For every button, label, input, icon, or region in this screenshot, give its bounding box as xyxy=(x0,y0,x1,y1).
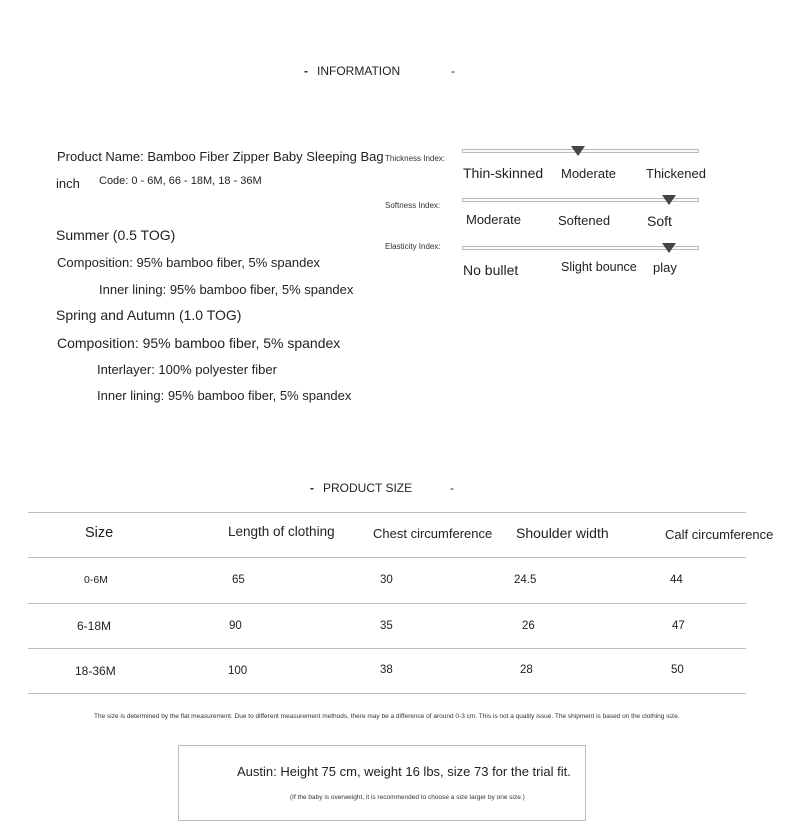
thickness-option-moderate: Moderate xyxy=(561,166,616,181)
product-size-heading xyxy=(310,481,412,495)
table-rule-header xyxy=(28,557,746,558)
cell-shoulder: 24.5 xyxy=(514,574,537,586)
cell-chest: 38 xyxy=(380,664,393,676)
header-size: Size xyxy=(85,525,114,541)
cell-chest: 35 xyxy=(380,620,393,632)
information-title: INFORMATION xyxy=(317,64,401,78)
header-calf: Calf circumference xyxy=(665,527,774,542)
header-length: Length of clothing xyxy=(228,524,335,539)
trial-fit-box xyxy=(178,745,586,821)
product-size-title: PRODUCT SIZE xyxy=(323,481,413,495)
table-rule-row2 xyxy=(28,648,746,649)
thickness-option-thin: Thin-skinned xyxy=(463,165,544,181)
cell-length: 100 xyxy=(228,665,248,677)
spring-autumn-composition: Composition: 95% bamboo fiber, 5% spandex xyxy=(57,335,341,351)
cell-size: 6-18M xyxy=(77,619,112,633)
cell-chest: 30 xyxy=(380,574,393,586)
elasticity-option-slight-bounce: Slight bounce xyxy=(561,260,637,274)
thickness-option-thickened: Thickened xyxy=(646,166,706,181)
unit-label: inch xyxy=(56,176,80,191)
softness-index-marker xyxy=(662,195,676,205)
spring-autumn-title: Spring and Autumn (1.0 TOG) xyxy=(56,307,242,323)
table-rule-top xyxy=(28,512,746,513)
information-heading xyxy=(304,64,400,78)
cell-length: 90 xyxy=(229,620,242,632)
elasticity-option-play: play xyxy=(653,260,677,275)
size-note: The size is determined by the flat measurement. Due to different measurement methods, there may be a difference of around 0-3 cm. This is not a quality issue. The shipment is based on the clothing size. xyxy=(94,713,680,720)
size-code: Code: 0 - 6M, 66 - 18M, 18 - 36M xyxy=(99,175,262,187)
header-shoulder: Shoulder width xyxy=(516,525,609,541)
cell-size: 0-6M xyxy=(84,574,108,586)
summer-inner-lining: Inner lining: 95% bamboo fiber, 5% spandex xyxy=(99,282,354,297)
cell-calf: 50 xyxy=(671,664,684,676)
summer-title: Summer (0.5 TOG) xyxy=(56,227,176,243)
softness-option-soft: Soft xyxy=(647,213,672,229)
spring-autumn-inner-lining: Inner lining: 95% bamboo fiber, 5% spandex xyxy=(97,388,352,403)
softness-option-moderate: Moderate xyxy=(466,212,521,227)
cell-shoulder: 28 xyxy=(520,664,533,676)
table-rule-bottom xyxy=(28,693,746,694)
spring-autumn-interlayer: Interlayer: 100% polyester fiber xyxy=(97,362,277,377)
size-heading-dash-left: - xyxy=(310,481,314,495)
trial-fit-note: (If the baby is overweight, it is recommended to choose a size larger by one size.) xyxy=(290,794,525,801)
thickness-index-marker xyxy=(571,146,585,156)
thickness-index-label: Thickness Index: xyxy=(385,154,446,163)
cell-calf: 44 xyxy=(670,574,683,586)
heading-dash-left: - xyxy=(304,64,308,78)
summer-composition: Composition: 95% bamboo fiber, 5% spandex xyxy=(57,255,321,270)
cell-length: 65 xyxy=(232,574,245,586)
header-chest: Chest circumference xyxy=(373,526,493,541)
size-heading-dash-right: - xyxy=(450,481,454,495)
table-rule-row1 xyxy=(28,603,746,604)
product-name: Product Name: Bamboo Fiber Zipper Baby Sleeping Bag xyxy=(57,149,384,164)
cell-calf: 47 xyxy=(672,620,685,632)
softness-option-softened: Softened xyxy=(558,213,611,228)
cell-size: 18-36M xyxy=(75,664,116,678)
elasticity-option-no-bullet: No bullet xyxy=(463,262,519,278)
heading-dash-right: - xyxy=(451,64,455,78)
elasticity-index-marker xyxy=(662,243,676,253)
trial-fit-text: Austin: Height 75 cm, weight 16 lbs, size 73 for the trial fit. xyxy=(237,764,571,779)
softness-index-label: Softness Index: xyxy=(385,201,441,210)
elasticity-index-label: Elasticity Index: xyxy=(385,242,441,251)
cell-shoulder: 26 xyxy=(522,620,535,632)
